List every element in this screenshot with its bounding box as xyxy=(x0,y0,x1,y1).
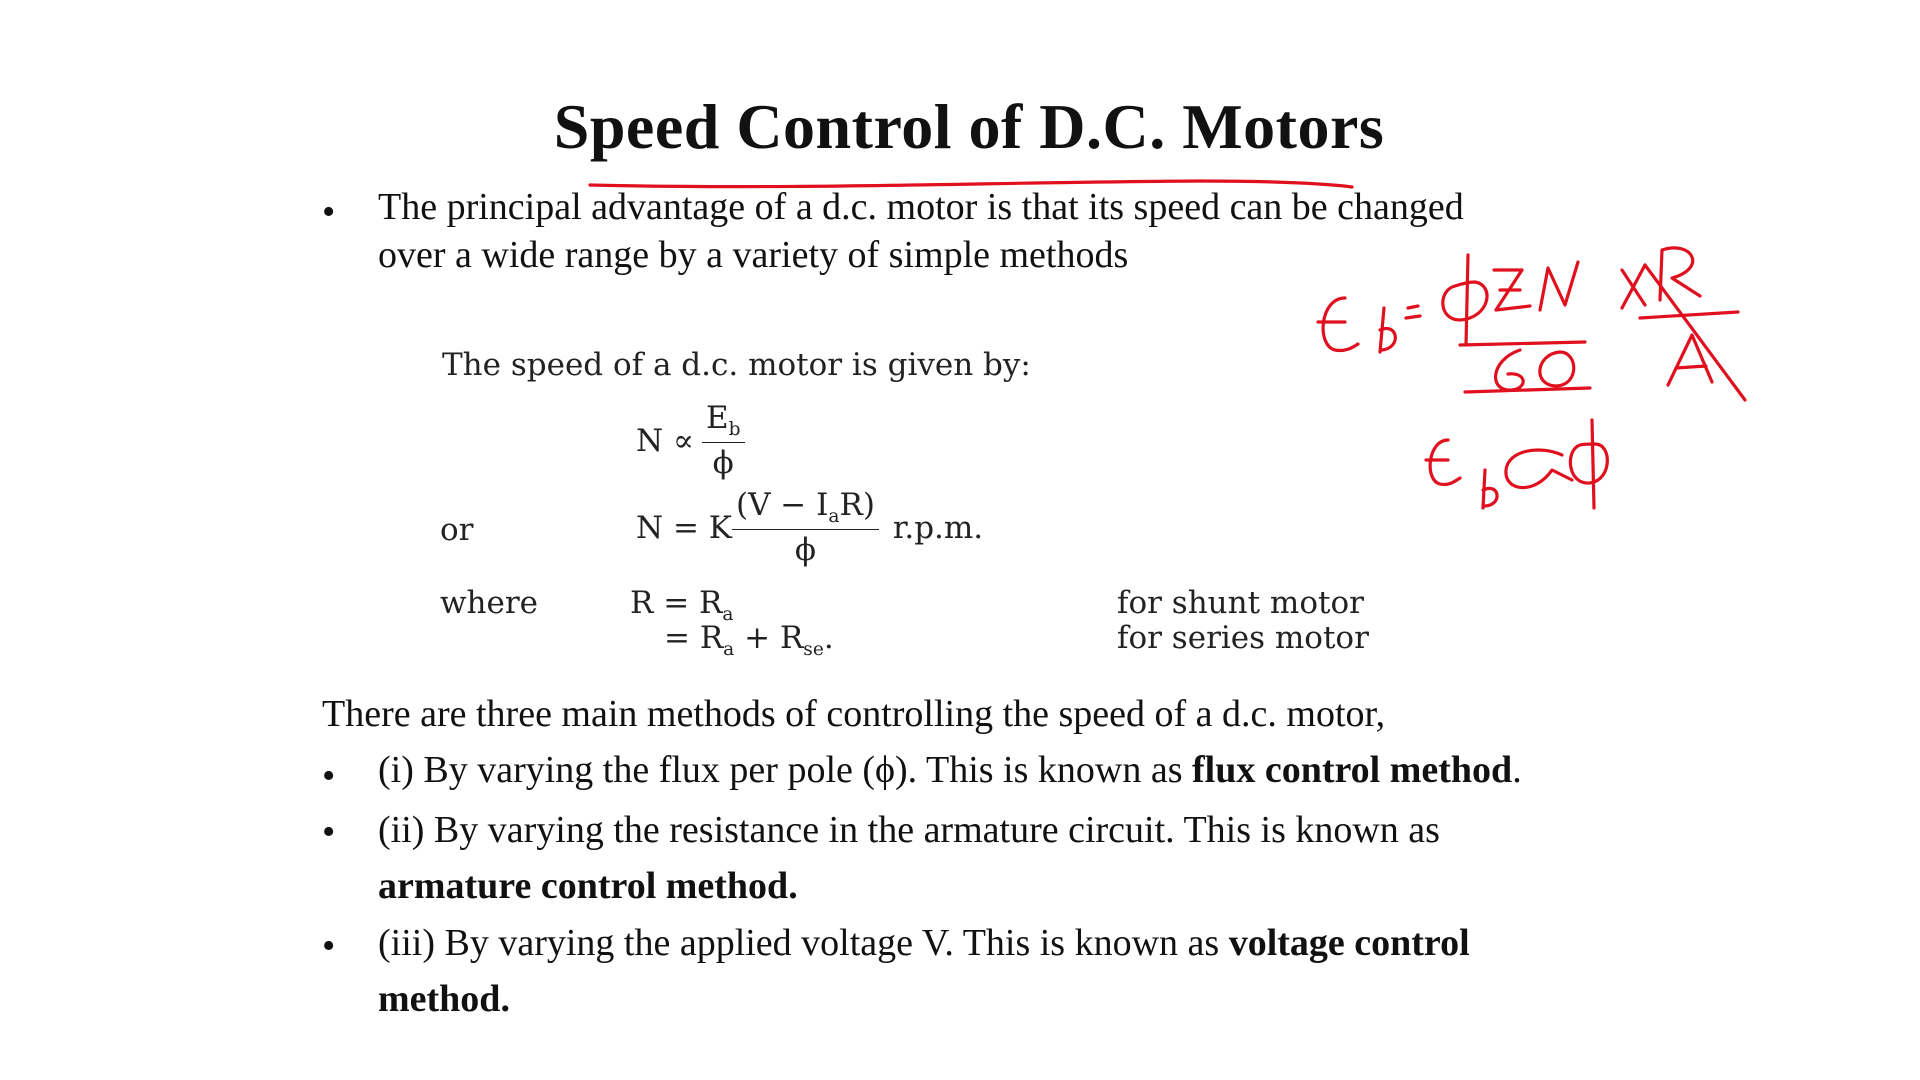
eq3b-sub1: a xyxy=(723,639,735,661)
eq2-denominator: ϕ xyxy=(794,532,817,569)
method-1-bold: flux control method xyxy=(1192,749,1513,791)
eq2-lhs: N = K xyxy=(636,509,732,546)
method-2-text: (ii) By varying the resistance in the armature circuit. This is known as xyxy=(378,809,1440,851)
eq2-unit: r.p.m. xyxy=(892,509,984,546)
ink-E2 xyxy=(1426,440,1460,485)
eq1-numerator-sub: b xyxy=(728,419,741,441)
method-3-text: (iii) By varying the applied voltage V. This is known as xyxy=(378,922,1229,964)
ink-underline-60 xyxy=(1465,388,1590,392)
slide-title: Speed Control of D.C. Motors xyxy=(553,91,1385,162)
bullet-marker: • xyxy=(322,811,336,853)
eq2-num-b: R) xyxy=(839,487,875,523)
eq3b-text-c: . xyxy=(823,620,834,656)
speed-formula-intro: The speed of a d.c. motor is given by: xyxy=(442,347,1031,383)
ink-A xyxy=(1668,335,1712,385)
method-1-text: (i) By varying the flux per pole (ϕ). This is known as xyxy=(378,749,1192,791)
ink-phi xyxy=(1443,255,1487,345)
methods-intro: There are three main methods of controlling the speed of a d.c. motor, xyxy=(322,693,1386,735)
eq1-lhs: N ∝ xyxy=(636,422,694,459)
bullet-marker: • xyxy=(322,191,336,233)
title-underline-stroke xyxy=(590,181,1352,187)
eq2-num-sub: a xyxy=(828,506,840,528)
intro-bullet-text: The principal advantage of a d.c. motor is that its speed can be changed over a wide range by a variety of simple methods xyxy=(378,186,1464,276)
eq3b-sub2: se xyxy=(803,639,824,661)
ink-x xyxy=(1622,265,1645,308)
eq2-num-a: (V − I xyxy=(735,487,829,523)
method-3-bold: voltage control method. xyxy=(378,922,1470,1020)
ink-b xyxy=(1380,308,1395,352)
ink-propto xyxy=(1506,450,1572,488)
series-motor-note: for series motor xyxy=(1117,620,1369,656)
ink-Z xyxy=(1494,270,1530,310)
ink-equals xyxy=(1406,306,1420,318)
ink-6 xyxy=(1496,350,1524,390)
ink-0 xyxy=(1540,352,1574,386)
eq3b-text-a: = R xyxy=(664,620,724,656)
bullet-marker: • xyxy=(322,925,336,967)
ink-frac-bar-2 xyxy=(1640,312,1738,318)
eq1-denominator: ϕ xyxy=(712,445,734,482)
method-2-bold: armature control method. xyxy=(378,865,798,907)
ink-slash xyxy=(1645,265,1745,400)
eq3a-text: R = R xyxy=(630,585,723,621)
eq-or-label: or xyxy=(440,512,474,548)
ink-N xyxy=(1540,262,1578,310)
eq-where-label: where xyxy=(440,585,539,621)
eq3a-sub: a xyxy=(722,604,734,626)
ink-b2 xyxy=(1483,470,1497,508)
shunt-motor-note: for shunt motor xyxy=(1117,585,1364,621)
method-1-tail: . xyxy=(1512,749,1522,791)
ink-E xyxy=(1318,298,1358,351)
ink-phi2 xyxy=(1570,420,1607,508)
eq1-numerator: E xyxy=(705,400,729,436)
bullet-marker: • xyxy=(322,755,336,797)
eq3b-text-b: + R xyxy=(734,620,804,656)
ink-frac-bar-1 xyxy=(1460,342,1585,345)
